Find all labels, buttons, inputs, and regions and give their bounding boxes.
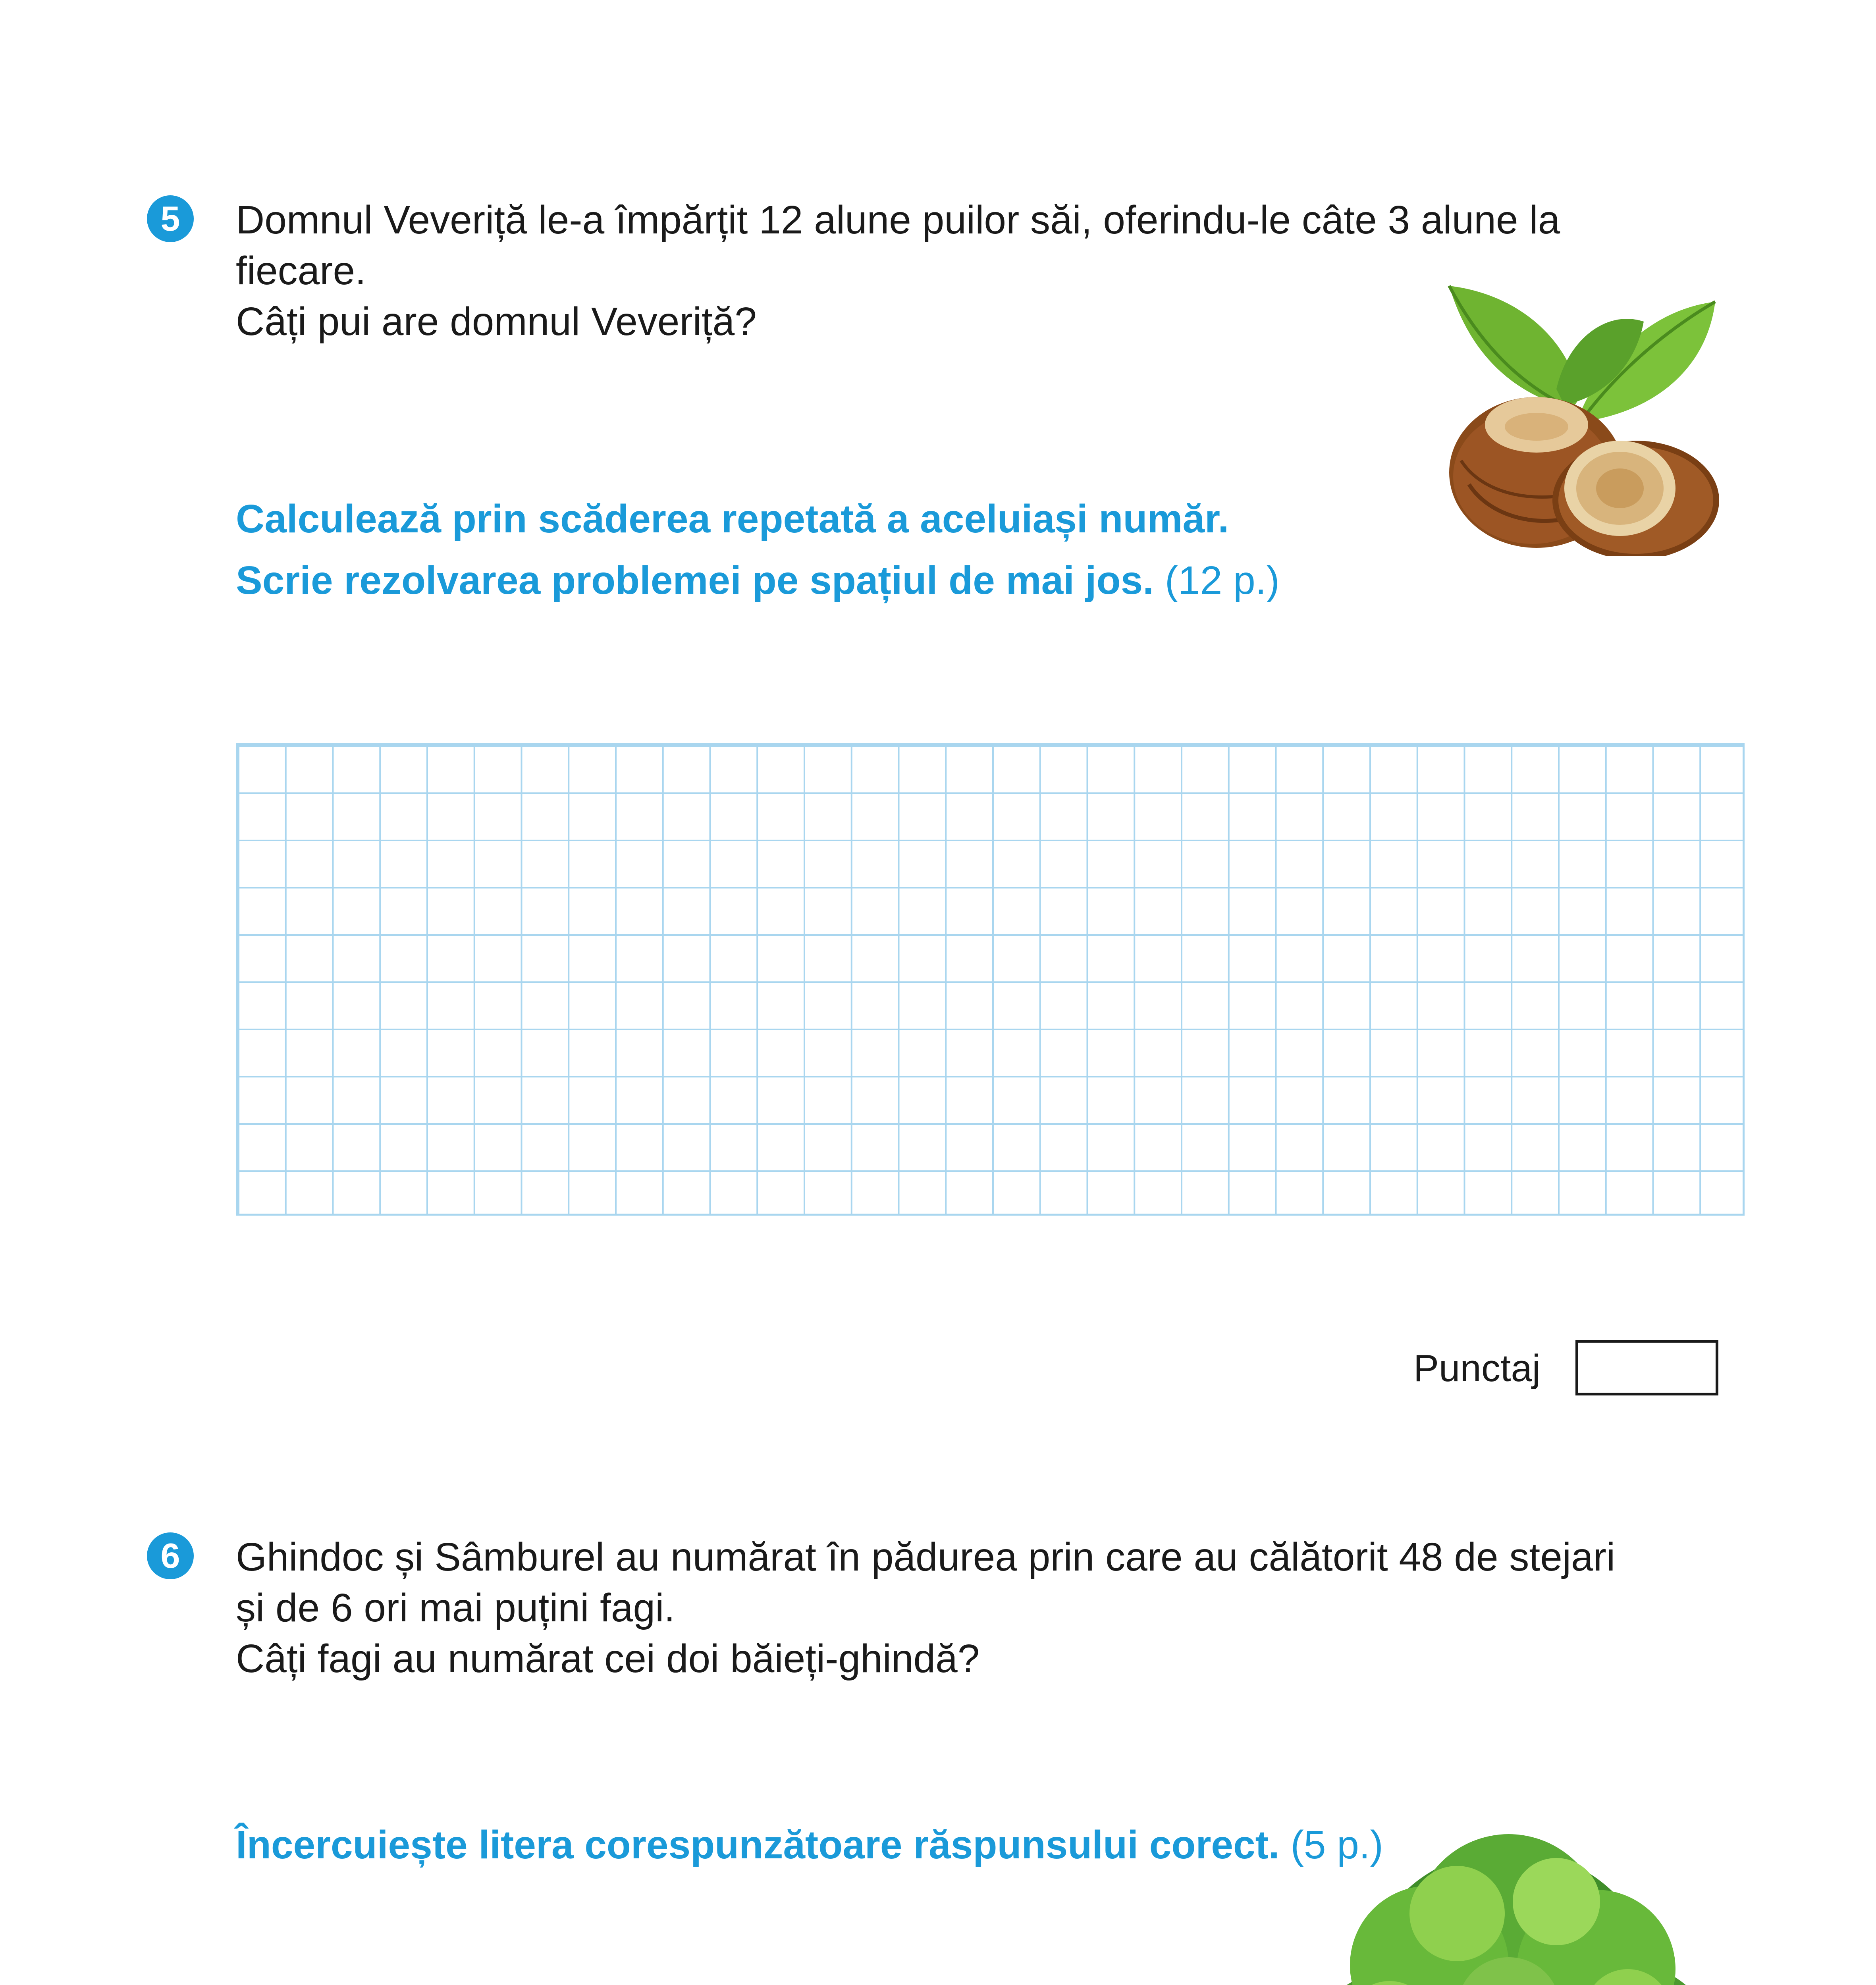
problem-6-line-1: Ghindoc și Sâmburel au numărat în pădurea prin care au călătorit 48 de stejari — [236, 1535, 1616, 1579]
answer-grid[interactable] — [236, 743, 1745, 1216]
oak-tree-illustration — [1271, 1834, 1747, 1985]
problem-5-line-1: Domnul Veveriță le-a împărțit 12 alune puilor săi, oferindu-le câte 3 alune la — [236, 198, 1560, 242]
problem-6-points: (5 p.) — [1290, 1823, 1383, 1867]
problem-5-score-box[interactable] — [1575, 1340, 1718, 1395]
problem-5-points: (12 p.) — [1165, 558, 1280, 603]
problem-6-line-2: și de 6 ori mai puțini fagi. — [236, 1586, 675, 1630]
problem-5-instruction-2-text: Scrie rezolvarea problemei pe spațiul de mai jos. — [236, 558, 1154, 603]
problem-6-number-badge: 6 — [147, 1532, 194, 1579]
problem-5-line-2: fiecare. — [236, 249, 366, 293]
problem-5-instruction-1 — [236, 488, 1229, 550]
problem-6-instruction-text: Încercuiește litera corespunzătoare răspunsului corect. — [236, 1823, 1280, 1867]
hazelnut-illustration — [1437, 278, 1727, 556]
problem-5-score-label: Punctaj — [1413, 1347, 1541, 1390]
problem-6-question: Câți fagi au numărat cei doi băieți-ghindă? — [236, 1636, 980, 1681]
problem-5-number-badge: 5 — [147, 195, 194, 242]
problem-5-question: Câți pui are domnul Veveriță? — [236, 299, 757, 344]
problem-5-instruction-2 — [236, 550, 1280, 611]
problem-5-instruction-1-text: Calculează prin scăderea repetată a aceluiași număr. — [236, 497, 1229, 541]
problem-6-instruction — [236, 1814, 1383, 1876]
